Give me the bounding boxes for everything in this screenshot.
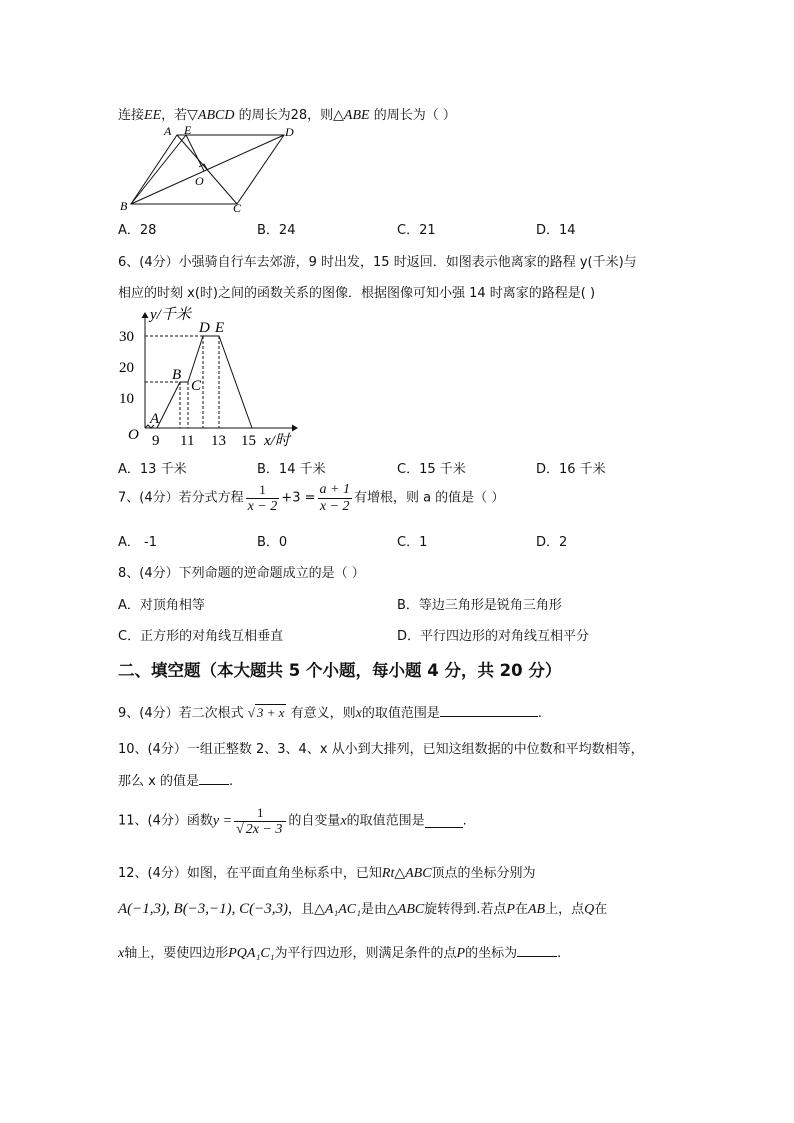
point-C: C — [191, 378, 202, 394]
q10-stem-line1: 10、(4分）一组正整数 2、3、4、x 从小到大排列，已知这组数据的中位数和平均数相等， — [118, 742, 644, 757]
q7-option-c: C．1 — [397, 535, 428, 550]
q6-option-c: C．15 千米 — [397, 462, 466, 477]
label-E: E — [184, 124, 192, 137]
distance-time-graph — [112, 305, 312, 450]
q12-stem-line3: x轴上，要使四边形PQA₁C₁为平行四边形，则满足条件的点P的坐标为 . — [118, 946, 562, 961]
q5-option-d: D．14 — [536, 223, 576, 238]
q11-fraction: $\frac{1}{√ 2x - 3}$ — [234, 805, 286, 838]
point-B: B — [172, 367, 182, 383]
q7-option-a: A． -1 — [118, 535, 157, 550]
q7-option-b: B．0 — [257, 535, 288, 550]
tick-9: 9 — [152, 433, 160, 449]
tick-20: 20 — [119, 360, 134, 376]
section-heading: 二、填空题（本大题共 5 个小题，每小题 4 分，共 20 分） — [118, 661, 562, 680]
label-O: O — [195, 174, 204, 188]
point-A: A — [150, 411, 160, 427]
q8-option-a: A．对顶角相等 — [118, 598, 205, 613]
q5-option-b: B．24 — [257, 223, 296, 238]
label-D: D — [285, 125, 294, 139]
segment-BE — [131, 135, 186, 204]
tick-10: 10 — [119, 391, 134, 407]
point-E: E — [215, 320, 225, 336]
q7-stem: 7、(4分）若分式方程 $\frac{1}{x - 2}$ +3 = $\frac{a + 1}{x - 2}$ 有增根，则 a 的值是（ ） — [118, 482, 505, 514]
q8-option-c: C．正方形的对角线互相垂直 — [118, 629, 284, 644]
q12-stem-line2: A(−1,3), B(−3,−1), C(−3,3)，且△A₁AC₁是由△ABC旋转得到.若点P在AB上，点Q在 — [118, 901, 608, 917]
q5-option-c: C．21 — [397, 223, 436, 238]
q11-answer-blank[interactable] — [425, 815, 463, 828]
q7-option-d: D．2 — [536, 535, 568, 550]
y-axis-label: y/千米 — [150, 307, 191, 323]
q8-stem: 8、(4分）下列命题的逆命题成立的是（ ） — [118, 566, 365, 581]
q6-option-a: A．13 千米 — [118, 462, 187, 477]
q9-stem: 9、(4分）若二次根式 √ 3 + x 有意义，则x的取值范围是 . — [118, 705, 542, 721]
tick-30: 30 — [119, 329, 134, 345]
q6-option-d: D．16 千米 — [536, 462, 606, 477]
q8-option-d: D．平行四边形的对角线互相平分 — [397, 629, 590, 644]
q5-option-a: A．28 — [118, 223, 157, 238]
q11-stem: 11、(4分）函数y = $\frac{1}{√ 2x - 3}$ 的自变量x的取值范围是 . — [118, 805, 467, 837]
tick-15: 15 — [241, 433, 256, 449]
q6-option-b: B．14 千米 — [257, 462, 326, 477]
label-A: A — [164, 124, 172, 138]
q9-radical: √ 3 + x — [247, 705, 285, 720]
label-C: C — [233, 201, 242, 215]
q6-stem-line1: 6、(4分）小强骑自行车去郊游，9 时出发，15 时返回．如图表示他离家的路程 y(千米)与 — [118, 255, 637, 270]
tick-13: 13 — [211, 433, 226, 449]
q12-stem-line1: 12、(4分）如图，在平面直角坐标系中，已知Rt△ABC顶点的坐标分别为 — [118, 866, 536, 881]
q7-fraction-2: $\frac{a + 1}{x - 2}$ — [319, 482, 350, 514]
q7-fraction-1: $\frac{1}{x - 2}$ — [247, 482, 278, 514]
parallelogram-figure — [112, 124, 302, 216]
x-axis-label: x/时 — [264, 433, 290, 449]
tick-11: 11 — [180, 433, 195, 449]
point-D: D — [199, 320, 210, 336]
origin-label: O — [128, 427, 139, 443]
label-B: B — [120, 199, 128, 213]
q12-answer-blank[interactable] — [517, 944, 557, 957]
q9-answer-blank[interactable] — [440, 704, 538, 717]
q10-answer-blank[interactable] — [199, 772, 229, 785]
q10-stem-line2: 那么 x 的值是 . — [118, 774, 234, 789]
q8-option-b: B．等边三角形是锐角三角形 — [397, 598, 562, 613]
q5-stem: 连接EE，若▽ABCD 的周长为28，则△ABE 的周长为（ ） — [118, 108, 456, 123]
q6-stem-line2: 相应的时刻 x(时)之间的函数关系的图像．根据图像可知小强 14 时离家的路程是( ) — [118, 286, 596, 301]
